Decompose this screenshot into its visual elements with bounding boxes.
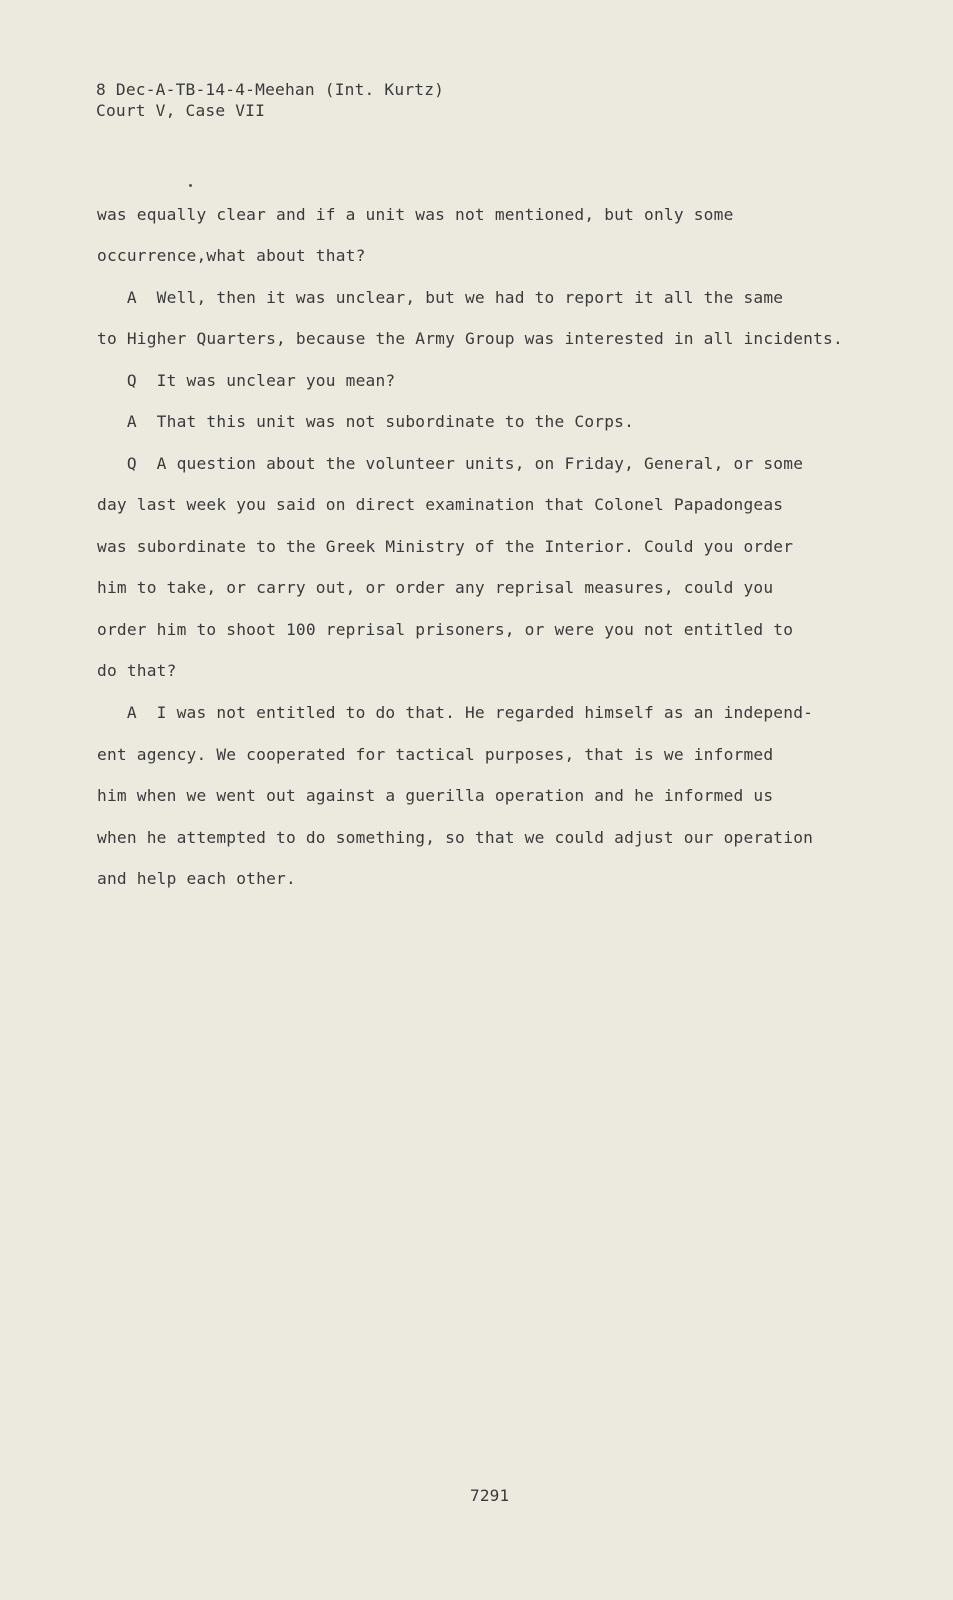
body-line: him to take, or carry out, or order any reprisal measures, could you <box>97 578 774 597</box>
body-line: do that? <box>97 661 177 680</box>
header-case-reference: 8 Dec-A-TB-14-4-Meehan (Int. Kurtz) <box>96 80 445 99</box>
body-line: A I was not entitled to do that. He regarded himself as an independ- <box>97 703 814 722</box>
body-line: Q A question about the volunteer units, on Friday, General, or some <box>97 454 804 473</box>
header-court-case: Court V, Case VII <box>96 101 266 120</box>
body-line: was subordinate to the Greek Ministry of the Interior. Could you order <box>97 537 794 556</box>
page-number: 7291 <box>470 1486 510 1505</box>
body-line: occurrence,what about that? <box>97 246 366 265</box>
body-line: and help each other. <box>97 869 296 888</box>
body-line: day last week you said on direct examination that Colonel Papadongeas <box>97 495 784 514</box>
body-line: ent agency. We cooperated for tactical purposes, that is we informed <box>97 745 774 764</box>
body-line: A Well, then it was unclear, but we had to report it all the same <box>97 288 784 307</box>
body-line: was equally clear and if a unit was not mentioned, but only some <box>97 205 734 224</box>
body-line: when he attempted to do something, so that we could adjust our operation <box>97 828 814 847</box>
body-line: order him to shoot 100 reprisal prisoners, or were you not entitled to <box>97 620 794 639</box>
body-line: to Higher Quarters, because the Army Group was interested in all incidents. <box>97 329 843 348</box>
paper-speck <box>189 184 192 187</box>
body-line: him when we went out against a guerilla operation and he informed us <box>97 786 774 805</box>
body-line: Q It was unclear you mean? <box>97 371 396 390</box>
body-line: A That this unit was not subordinate to the Corps. <box>97 412 635 431</box>
